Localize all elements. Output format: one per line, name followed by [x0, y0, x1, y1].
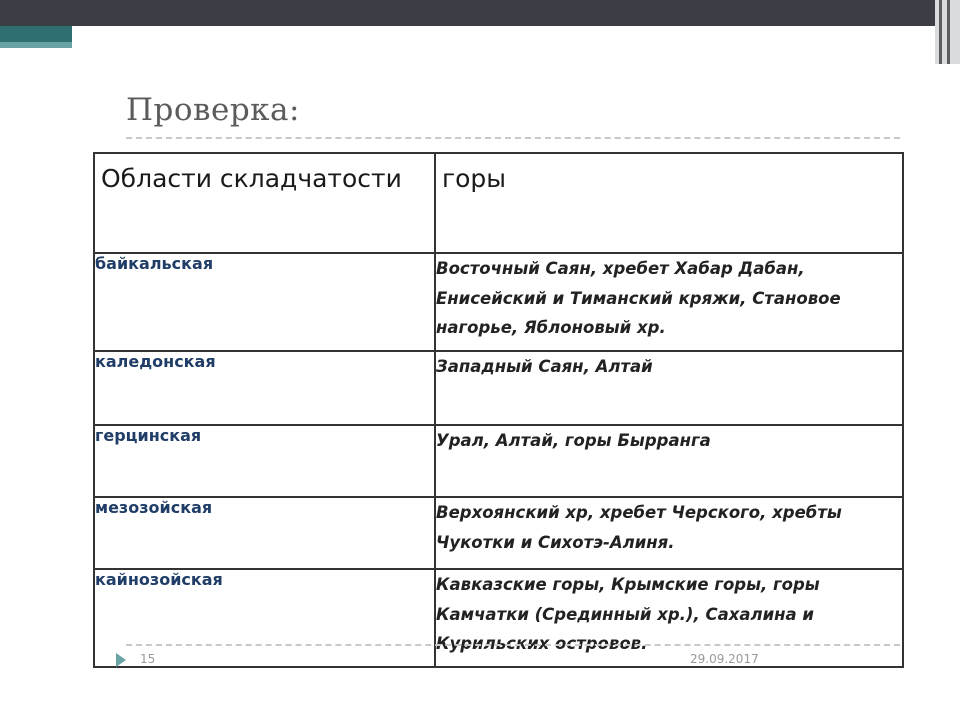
column-header-regions: Области складчатости — [94, 153, 435, 253]
slide-title: Проверка: — [126, 92, 300, 128]
region-cell: мезозойская — [94, 497, 435, 569]
column-header-mountains: горы — [435, 153, 903, 253]
mountains-cell: Урал, Алтай, горы Бырранга — [435, 425, 903, 497]
region-cell: байкальская — [94, 253, 435, 351]
region-cell: герцинская — [94, 425, 435, 497]
folding-regions-table — [93, 152, 904, 668]
slide-number: 15 — [140, 652, 156, 666]
mountains-cell: Кавказские горы, Крымские горы, горы Камчатки (Срединный хр.), Сахалина и Курильских островов. — [435, 569, 903, 667]
mountains-cell: Восточный Саян, хребет Хабар Дабан, Енисейский и Тиманский кряжи, Становое нагорье, Яблоновый хр. — [435, 253, 903, 351]
top-right-decoration — [935, 0, 960, 64]
table-header-row — [94, 153, 903, 253]
table-row — [94, 253, 903, 351]
slide-date: 29.09.2017 — [690, 652, 759, 666]
table-row — [94, 425, 903, 497]
mountains-cell: Западный Саян, Алтай — [435, 351, 903, 425]
triangle-marker-icon — [116, 653, 126, 667]
footer-divider — [126, 644, 900, 646]
table-row — [94, 569, 903, 667]
top-bar — [0, 0, 935, 26]
region-cell: каледонская — [94, 351, 435, 425]
accent-stripe-light — [0, 42, 72, 48]
region-cell: кайнозойская — [94, 569, 435, 667]
table-row — [94, 497, 903, 569]
table-row — [94, 351, 903, 425]
accent-stripe — [0, 26, 72, 42]
mountains-cell: Верхоянский хр, хребет Черского, хребты Чукотки и Сихотэ-Алиня. — [435, 497, 903, 569]
title-divider — [126, 137, 900, 139]
